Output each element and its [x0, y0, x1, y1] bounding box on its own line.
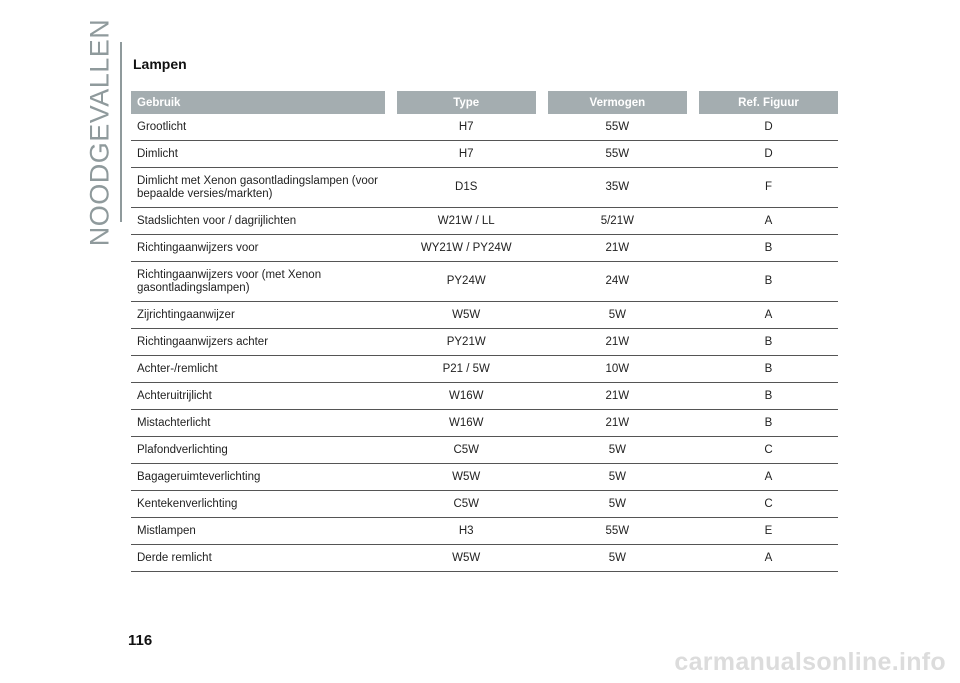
cell-power: 5W: [548, 545, 687, 572]
cell-type: W16W: [397, 383, 536, 410]
cell-power: 21W: [548, 383, 687, 410]
cell-type: W21W / LL: [397, 208, 536, 235]
cell-use: Stadslichten voor / dagrijlichten: [131, 208, 385, 235]
cell-type: PY21W: [397, 329, 536, 356]
cell-type: C5W: [397, 491, 536, 518]
cell-use: Bagageruimteverlichting: [131, 464, 385, 491]
table-row: [131, 545, 838, 572]
cell-ref: A: [699, 464, 838, 491]
table-row: [131, 235, 838, 262]
table-row: [131, 491, 838, 518]
cell-use: Mistlampen: [131, 518, 385, 545]
cell-ref: A: [699, 302, 838, 329]
cell-power: 5W: [548, 491, 687, 518]
table-row: [131, 464, 838, 491]
cell-use: Dimlicht met Xenon gasontladingslampen (voor bepaalde versies/markten): [131, 168, 385, 208]
lamps-table: [131, 91, 838, 572]
watermark: carmanualsonline.info: [674, 648, 946, 676]
cell-use: Derde remlicht: [131, 545, 385, 572]
table-row: [131, 141, 838, 168]
table-row: [131, 383, 838, 410]
cell-use: Richtingaanwijzers voor (met Xenon gasontladingslampen): [131, 262, 385, 302]
table-row: [131, 329, 838, 356]
cell-ref: B: [699, 235, 838, 262]
header-use: Gebruik: [131, 91, 385, 114]
cell-use: Dimlicht: [131, 141, 385, 168]
cell-ref: A: [699, 545, 838, 572]
cell-type: H7: [397, 141, 536, 168]
cell-power: 35W: [548, 168, 687, 208]
cell-use: Grootlicht: [131, 114, 385, 141]
cell-use: Plafondverlichting: [131, 437, 385, 464]
cell-ref: B: [699, 262, 838, 302]
header-ref: Ref. Figuur: [699, 91, 838, 114]
header-power: Vermogen: [548, 91, 687, 114]
cell-type: P21 / 5W: [397, 356, 536, 383]
table-row: [131, 208, 838, 235]
cell-power: 10W: [548, 356, 687, 383]
cell-power: 5W: [548, 464, 687, 491]
cell-ref: D: [699, 114, 838, 141]
cell-use: Zijrichtingaanwijzer: [131, 302, 385, 329]
cell-use: Richtingaanwijzers voor: [131, 235, 385, 262]
cell-use: Achteruitrijlicht: [131, 383, 385, 410]
cell-power: 5W: [548, 302, 687, 329]
chapter-title-text: NOODGEVALLEN: [84, 18, 115, 246]
chapter-title-vertical: [82, 18, 118, 246]
cell-type: W16W: [397, 410, 536, 437]
table-row: [131, 437, 838, 464]
cell-type: D1S: [397, 168, 536, 208]
cell-power: 5W: [548, 437, 687, 464]
cell-ref: F: [699, 168, 838, 208]
cell-type: W5W: [397, 545, 536, 572]
table-header-row: [131, 91, 838, 114]
cell-ref: B: [699, 356, 838, 383]
cell-type: PY24W: [397, 262, 536, 302]
cell-ref: E: [699, 518, 838, 545]
cell-ref: B: [699, 383, 838, 410]
table-row: [131, 262, 838, 302]
table-row: [131, 168, 838, 208]
table-row: [131, 302, 838, 329]
cell-type: WY21W / PY24W: [397, 235, 536, 262]
cell-power: 21W: [548, 410, 687, 437]
cell-use: Richtingaanwijzers achter: [131, 329, 385, 356]
cell-power: 55W: [548, 141, 687, 168]
cell-use: Mistachterlicht: [131, 410, 385, 437]
cell-ref: B: [699, 329, 838, 356]
cell-ref: C: [699, 437, 838, 464]
table-row: [131, 410, 838, 437]
cell-power: 55W: [548, 518, 687, 545]
table-row: [131, 518, 838, 545]
cell-use: Achter-/remlicht: [131, 356, 385, 383]
cell-type: W5W: [397, 302, 536, 329]
chapter-divider: [120, 42, 122, 222]
page-number: 116: [128, 632, 153, 649]
cell-type: C5W: [397, 437, 536, 464]
cell-power: 24W: [548, 262, 687, 302]
cell-ref: D: [699, 141, 838, 168]
cell-ref: A: [699, 208, 838, 235]
cell-power: 55W: [548, 114, 687, 141]
cell-use: Kentekenverlichting: [131, 491, 385, 518]
cell-power: 21W: [548, 329, 687, 356]
table-row: [131, 356, 838, 383]
cell-type: H7: [397, 114, 536, 141]
cell-power: 5/21W: [548, 208, 687, 235]
section-title: Lampen: [133, 56, 187, 72]
table-row: [131, 114, 838, 141]
cell-ref: C: [699, 491, 838, 518]
cell-ref: B: [699, 410, 838, 437]
cell-type: H3: [397, 518, 536, 545]
cell-type: W5W: [397, 464, 536, 491]
header-type: Type: [397, 91, 536, 114]
cell-power: 21W: [548, 235, 687, 262]
